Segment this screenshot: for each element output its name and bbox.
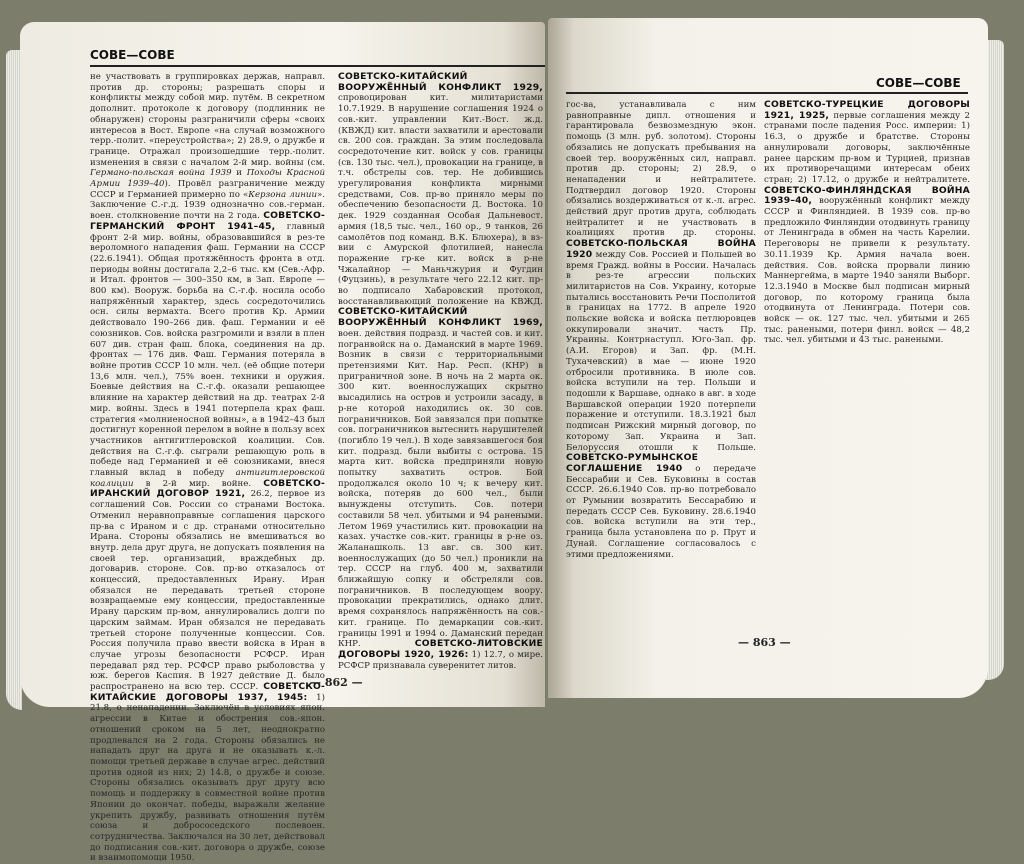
entry-headword: СОВЕТСКО-РУМЫНСКОЕ СОГЛАШЕНИЕ 1940 [566, 452, 699, 474]
entry-text: спровоцирован кит. милитаристами 10.7.1929. В нарушение соглашения 1924 о сов.-кит. управлении Кит.-Вост. ж.д. (КВЖД) кит. власти захватили и арестовали св. 200 сов. граждан. За этим последовала сосредоточение кит. войск у сов. границы (св. 130 тыс. чел.), провокации на границе, в т.ч. обстрелы сов. тер. Не добившись урегулирования конфликта мирными средствами, Сов. пр-во приняло меры по обеспечению безопасности Д. Востока. 10 дек. 1929 созданная Особая Дальневост. армия (18,5 тыс. чел., 160 ор., 9 танков, 26 самолётов под команд. В.К. Блюхера), в вз-вии с Амурской флотилией, нанесла поражение гр-ке кит. войск в р-не Чжалайнор — Маньчжурия и Фугдин (Фуцзинь), в результате чего 22.12 кит. пр-во подписало Хабаровский протокол, восстанавливающий положение на КВЖД. [338, 93, 543, 307]
entry-text: в 2-й мир. войне. [133, 478, 264, 489]
right-column-1 [566, 100, 756, 660]
entry-headword: СОВЕТСКО-ЛИТОВСКИЕ ДОГОВОРЫ 1920, 1926: [338, 638, 543, 660]
entry-text: о передаче Бессарабии и Сев. Буковины в состав СССР. 26.6.1940 Сов. пр-во потребовало от Румынии возвратить Бессарабию и передать СССР Сев. Буковину. 28.6.1940 сов. войска вступили на эти тер., граница была установлена по р. Прут и Дунай. Соглашение согласовалось с этими предложениями. [566, 463, 756, 560]
right-running-head: СОВЕ—СОВЕ [876, 76, 961, 90]
column-text [566, 100, 756, 560]
left-page-number: — 862 — [310, 676, 363, 689]
entry-headword: СОВЕТСКО-ФИНЛЯНДСКАЯ ВОЙНА 1939–40, [764, 184, 970, 207]
entry-headword: СОВЕТСКО-ИРАНСКИЙ ДОГОВОР 1921, [90, 477, 325, 500]
left-head-rule [90, 65, 545, 67]
left-column-2 [338, 71, 543, 671]
entry-text: первые соглашения между 2 странами после падения Росс. империи: 1) 16.3, о дружбе и братстве. Стороны аннулировали договоры, заключённые ранее царским пр-вом и Турцией, признав их противоречащими интересам обеих стран; 2) 17.12, о дружбе и нейтралитете. [764, 110, 970, 185]
cross-reference: антигитлеровской коалиции [90, 468, 325, 489]
entry-text: вооружённый конфликт между СССР и Финляндией. В 1939 сов. пр-во предложило Финляндии отодвинуть границу от Ленинграда в обмен на часть Карелии. Переговоры не привели к результату. 30.11.1939 Кр. Армия начала воен. действия. Сов. войска прорвали линию Маннергейма, в марте 1940 заняли Выборг. 12.3.1940 в Москве был подписан мирный договор, по которому граница была отодвинута от Ленинграда. Потери сов. войск — ок. 127 тыс. чел. убитыми и 265 тыс. ранеными, потери финл. войск — 48,2 тыс. чел. убитыми и 43 тыс. ранеными. [764, 196, 970, 346]
right-page-number: — 863 — [738, 636, 791, 649]
column-text [90, 72, 325, 864]
entry-text: 1) 12.7, о мире. РСФСР признавала суверенитет литов. [338, 649, 543, 671]
entry-text: и [231, 168, 247, 179]
right-column-2 [764, 100, 970, 660]
left-page [20, 22, 545, 864]
entry-text: Летом 1969 участились кит. провокации на казах. участке сов.-кит. границы в р-не оз. Жаланашколь. 13 авг. св. 300 кит. военнослужащих (до 50 чел.) проникли на тер. СССР на глуб. 400 м, захватили ближайшую сопку и обстреляли сов. пограничников. В последующем воору. провокации прекратились, однако длит. время сохранялось напряжённость на сов.-кит. границе. По демаркации сов.-кит. границы 1991 и 1994 о. Даманский передан КНР. [338, 521, 543, 650]
entry-text: 26.2, первое из соглашений Сов. России со странами Востока. Отменил неравноправные соглашения царского пр-ва с Ираном и с др. странами относительно Ирана. Стороны обязались не вмешиваться во внутр. дела друг друга, не допускать появления на своей тер. организаций, враждебных др. договарив. стороне. Сов. пр-во отказалось от концессий, предоставленных Ирану. Иран обязался не передавать третьей стороне возвращаемые ему концессии, предоставленные Ирану царским пр-вом, аннулировались долги по царским займам. Иран обязался не передавать третьей стороне полученные концессии. Сов. Россия получила право ввести войска в Иран в случае угрозы безопасности РСФСР. Иран передавал ряд тер. РСФСР право рыболовства у юж. берегов Каспия. В 1927 действие Д. было распространено на всю тер. СССР. [90, 489, 326, 693]
entry-text: главный фронт 2-й мир. войны, образовавшийся в рез-те вероломного нападения фаш. Германии на СССР (22.6.1941). Общая протяжённость фронта в отд. периоды войны достигала 2,2–6 тыс. км (Сев.-Афр. и Итал. фронтов — 300–350 км, в Зап. Европе — 800 км). Вооруж. борьба на С.-г.ф. носила особо напряжённый характер, здесь сосредоточились осн. силы вермахта. Всего против Кр. Армии действовало 190–266 див. фаш. Германии и её союзников. Сов. войска разгромили и взяли в плен 607 див. стран фаш. блока, соединения на др. фронтах — 176 див. Фаш. Германия потеряла в войне против СССР 10 млн. чел. (её общие потери 13,6 млн. чел.), 75% воен. техники и оружия. Боевые действия на С.-г.ф. оказали решающее влияние на характер действий на др. театрах 2-й мир. войны. Здесь в 1941 потерпела крах фаш. стратегия «молниеносной войны», а в 1942–43 был достигнут коренной перелом в войне в пользу всех участников антигитлеровской коалиции. Сов. действия на С.-г.ф. сыграли решающую роль в победе над Германией и её союзниками, внеся главный вклад в победу [90, 221, 325, 479]
entry-headword: СОВЕТСКО-ТУРЕЦКИЕ ДОГОВОРЫ 1921, 1925, [764, 99, 970, 121]
right-page [548, 18, 988, 698]
cross-reference: Походы Красной Армии 1939–40 [90, 168, 325, 190]
entry-headword: СОВЕТСКО-ГЕРМАНСКИЙ ФРОНТ 1941–45, [90, 210, 325, 232]
entry-text: гос-ва, устанавливала с ним равноправные дипл. отношения и гарантировала безвозмездную экон. помощь (3 млн. руб. золотом). Стороны обязались не допускать пребывания на своей тер. вооружённых сил, направл. против др. стороны; 2) 28.9, о ненападении и нейтралитете. Подтвердил договор 1920. Стороны обязались воздерживаться от к.-л. агрес. действий друг против друга, соблюдать нейтралитет и не участвовать в коалициях против др. стороны. [566, 100, 756, 239]
entry-text: ). Провёл разграничение между СССР и Германией примерно по « [90, 179, 325, 200]
left-running-head: СОВЕ—СОВЕ [90, 48, 175, 62]
entry-headword: СОВЕТСКО-ПОЛЬСКАЯ ВОЙНА 1920 [566, 238, 756, 260]
left-column-1 [90, 72, 326, 864]
entry-headword: СОВЕТСКО-КИТАЙСКИЙ ВООРУЖЁННЫЙ КОНФЛИКТ 1969, [338, 306, 543, 329]
entry-text: между Сов. Россией и Польшей во время Гражд. войны в России. Началась в рез-те агрессии польских милитаристов на Сов. Украину, которые пытались восстановить Речи Посполитой в границах на 1772. В апреле 1920 польские войска и войска петлюровцев оккупировали значит. часть Пр. Украины. Контрнаступл. Юго-Зап. фр. (А.И. Егоров) и Зап. фр. (М.Н. Тухачевский) в мае — июне 1920 отбросили противника. В июле сов. войска вступили на тер. Польши и подошли к Варшаве, однако в авг. в ходе Варшавской операции 1920 потерпели поражение и отступили. 18.3.1921 был подписан Рижский мирный договор, по которому Зап. Украина и Зап. Белоруссия отошли к Польше. [566, 249, 756, 453]
cross-reference: Керзона линии [248, 189, 317, 200]
right-page-edge [986, 40, 1004, 680]
entry-text: 1) 21.8, о ненападении. Заключён в условиях япон. агрессии в Китае и обострения сов.-япон. отношений сроком на 5 лет, неоднократно продлевался на 2 года. Стороны обязались не нападать друг на друга и не оказывать к.-л. помощи третьей державе в случае агрес. действий против одной из них; 2) 14.8, о дружбе и союзе. Стороны обязались оказывать друг другу всю помощь и поддержку в совместной войне против Японии до окончат. победы, выражали желание укрепить дружбу, развивать отношения путём союза и добрососедского послевоен. сотрудничества. Заключался на 30 лет, действовал до подписания сов.-кит. договора о дружбе, союзе и взаимопомощи 1950. [90, 692, 325, 864]
entry-text: воен. действия подразд. и частей сов. и кит. погранвойск на о. Даманский в марте 1969. Возник в связи с территориальными претензиями Кит. Нар. Респ. (КНР) в приграничной зоне. В ночь на 2 марта ок. 300 кит. военнослужащих скрытно высадились на остров и устроили засаду, в р-не которой находились ок. 30 сов. пограничников. Бой завязался при попытке сов. пограничников вытеснить нарушителей (погибло 19 чел.). В ходе завязавшегося боя кит. подразд. были выбиты с острова. 15 марта кит. войска предприняли новую попытку захватить остров. Бой продолжался около 10 ч; к вечеру кит. войска, потеряв до 600 чел., были вынуждены отступить. Сов. потери составили 58 чел. убитыми и 94 ранеными. [338, 328, 543, 521]
cross-reference: Германо-польская война 1939 [90, 168, 232, 179]
entry-headword: СОВЕТСКО-КИТАЙСКИЕ ДОГОВОРЫ 1937, 1945: [90, 681, 325, 703]
entry-text: не участвовать в группировках держав, направл. против др. стороны; разрешать споры и конфликты между собой мир. путём. В секретном дополнит. протоколе к договору (подлинник не обнаружен) стороны разграничили сферы «своих интересов в Вост. Европе «на случай возможного терр.-полит. «переустройства»; 2) 28.9, о дружбе и границе. Отражал произошедшие терр.-полит. изменения в связи с началом 2-й мир. войны (см. [90, 72, 325, 168]
column-text [764, 100, 970, 346]
column-text [338, 72, 543, 671]
entry-headword: СОВЕТСКО-КИТАЙСКИЙ ВООРУЖЁННЫЙ КОНФЛИКТ 1929, [338, 71, 543, 93]
entry-text: ». Заключение С.-г.д. 1939 однозначно сов.-герман. воен. столкновение почти на 2 года. [90, 189, 325, 222]
right-head-rule [566, 92, 968, 94]
